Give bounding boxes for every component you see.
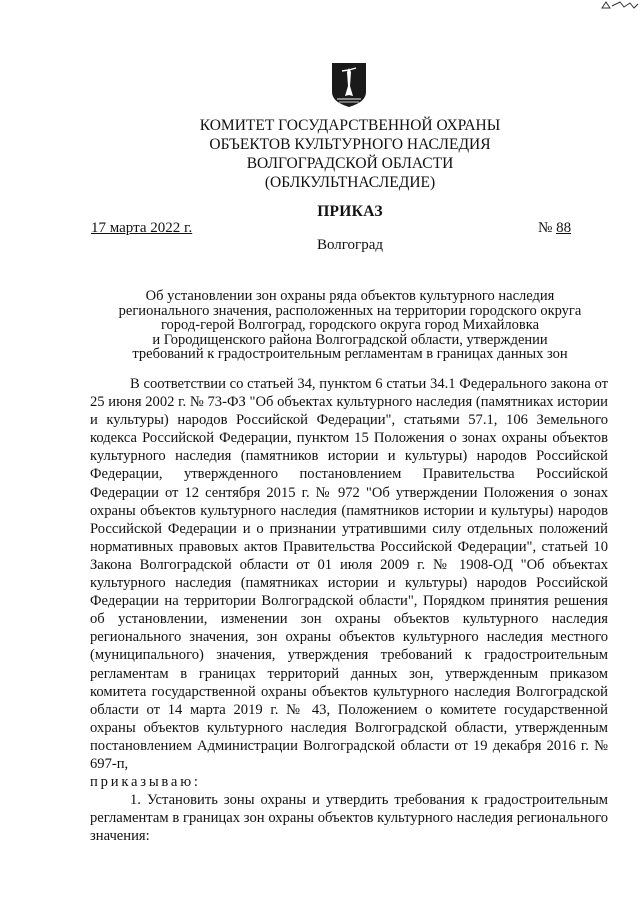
organization-line: КОМИТЕТ ГОСУДАРСТВЕННОЙ ОХРАНЫ: [199, 117, 501, 134]
organization-line: ВОЛГОГРАДСКОЙ ОБЛАСТИ: [246, 155, 454, 172]
clause-1-paragraph: 1. Установить зоны охраны и утвердить требования к градостроительным регламентам в границах зон охраны объектов культурного наследия регионального значения:: [90, 792, 608, 845]
subject-line: и Городищенского района Волгоградской области, утверждении: [152, 331, 548, 348]
order-title: ПРИКАЗ: [317, 203, 383, 220]
order-city: Волгоград: [316, 237, 383, 253]
order-subject: [84, 289, 616, 362]
order-number: [538, 220, 571, 237]
organization-header: [130, 116, 570, 192]
subject-line: город-герой Волгоград, городского округа город Михайловка: [160, 317, 540, 334]
order-number-prefix: №: [538, 220, 553, 236]
order-word: приказываю:: [90, 774, 201, 791]
organization-line: ОБЪЕКТОВ КУЛЬТУРНОГО НАСЛЕДИЯ: [209, 136, 491, 153]
order-date: 17 марта 2022 г.: [91, 220, 193, 236]
corner-stamp-mark: [600, 0, 640, 10]
subject-line: регионального значения, расположенных на территории городского округа: [118, 302, 582, 319]
order-body: [90, 375, 608, 845]
subject-line: Об установлении зон охраны ряда объектов культурного наследия: [145, 288, 555, 304]
order-number-value: 88: [556, 220, 572, 236]
preamble-paragraph: В соответствии со статьей 34, пунктом 6 статьи 34.1 Федерального закона от 25 июня 2002 г. № 73-ФЗ "Об объектах культурного наследия (памятниках истории и культуры) народов Российской Федерации", статьями 57.1, 106 Земельного кодекса Российской Федерации, пунктом 15 Положения о зонах охраны объектов культурного наследия (памятников истории и культуры) народов Российской Федерации, утвержденного постановлением Правительства Российской Федерации от 12 сентября 2015 г. № 972 "Об утверждении Положения о зонах охраны объектов культурного наследия (памятников истории и культуры) народов Российской Федерации и о признании утратившими силу отдельных положений нормативных правовых актов Правительства Российской Федерации", статьей 10 Закона Волгоградской области от 01 июля 2009 г. № 1908-ОД "Об объектах культурного наследия (памятниках истории и культуры) народов Российской Федерации на территории Волгоградской области", Порядком принятия решения об установлении, изменении зон охраны объектов культурного наследия регионального значения, зон охраны объектов культурного наследия местного (муниципального) значения, утверждения требований к градостроительным регламентам в границах территорий данных зон, утвержденным приказом комитета государственной охраны объектов культурного наследия Волгоградской области от 14 марта 2019 г. № 43, Положением о комитете государственной охраны объектов культурного наследия Волгоградской области, утвержденным постановлением Администрации Волгоградской области от 19 декабря 2016 г. № 697-п,: [90, 376, 608, 772]
coat-of-arms-icon: [331, 62, 367, 108]
organization-abbreviation: (ОБЛКУЛЬТНАСЛЕДИЕ): [264, 174, 436, 191]
subject-line: требований к градостроительным регламентам в границах данных зон: [132, 346, 568, 363]
